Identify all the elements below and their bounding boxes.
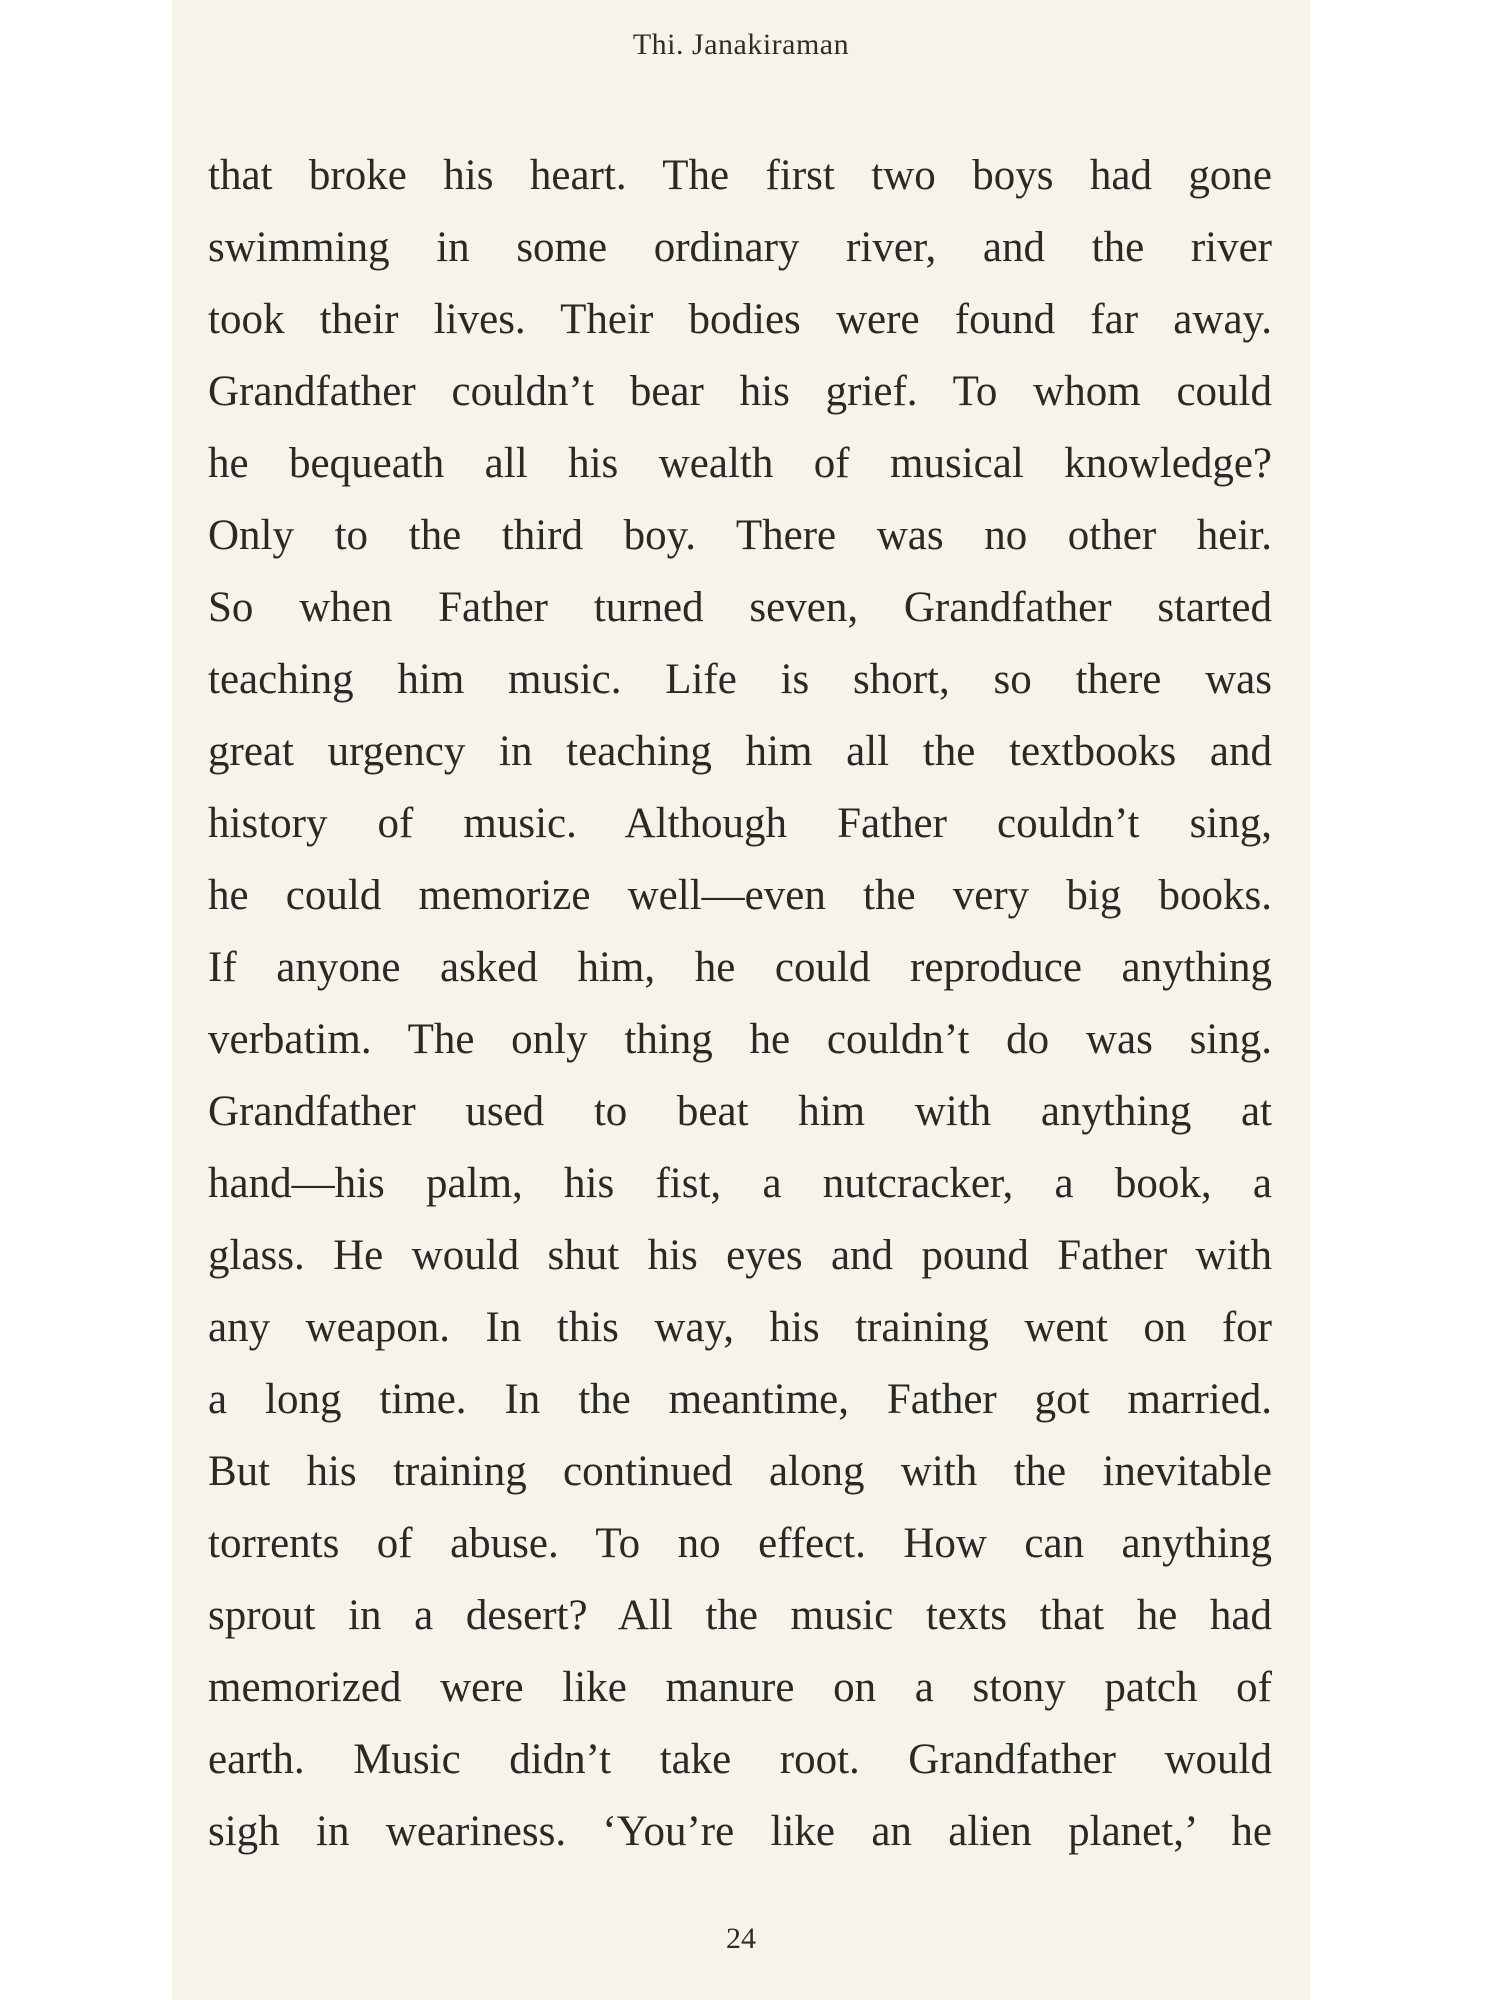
text-line: took their lives. Their bodies were found far away. xyxy=(208,296,1272,343)
text-line: Only to the third boy. There was no other heir. xyxy=(208,512,1272,559)
body-text xyxy=(208,140,1272,1868)
text-line: a long time. In the meantime, Father got married. xyxy=(208,1376,1272,1423)
text-line: Grandfather couldn’t bear his grief. To whom could xyxy=(208,368,1272,415)
text-line: But his training continued along with the inevitable xyxy=(208,1448,1272,1495)
text-line: verbatim. The only thing he couldn’t do was sing. xyxy=(208,1016,1272,1063)
text-line: sigh in weariness. ‘You’re like an alien planet,’ he xyxy=(208,1808,1272,1855)
text-line: that broke his heart. The first two boys had gone xyxy=(208,152,1272,199)
book-page xyxy=(172,0,1310,2000)
text-line: memorized were like manure on a stony patch of xyxy=(208,1664,1272,1711)
text-line: any weapon. In this way, his training went on for xyxy=(208,1304,1272,1351)
text-line: he could memorize well—even the very big books. xyxy=(208,872,1272,919)
text-line: he bequeath all his wealth of musical knowledge? xyxy=(208,440,1272,487)
text-line: If anyone asked him, he could reproduce anything xyxy=(208,944,1272,991)
text-line: history of music. Although Father couldn’t sing, xyxy=(208,800,1272,847)
text-line: hand—his palm, his fist, a nutcracker, a book, a xyxy=(208,1160,1272,1207)
text-line: teaching him music. Life is short, so there was xyxy=(208,656,1272,703)
text-line: glass. He would shut his eyes and pound Father with xyxy=(208,1232,1272,1279)
text-line: sprout in a desert? All the music texts that he had xyxy=(208,1592,1272,1639)
page-number: 24 xyxy=(726,1922,756,1955)
text-line: earth. Music didn’t take root. Grandfather would xyxy=(208,1736,1272,1783)
text-line: torrents of abuse. To no effect. How can anything xyxy=(208,1520,1272,1567)
text-line: swimming in some ordinary river, and the river xyxy=(208,224,1272,271)
text-line: great urgency in teaching him all the textbooks and xyxy=(208,728,1272,775)
text-line: So when Father turned seven, Grandfather started xyxy=(208,584,1272,631)
text-line: Grandfather used to beat him with anything at xyxy=(208,1088,1272,1135)
running-head: Thi. Janakiraman xyxy=(632,28,850,61)
